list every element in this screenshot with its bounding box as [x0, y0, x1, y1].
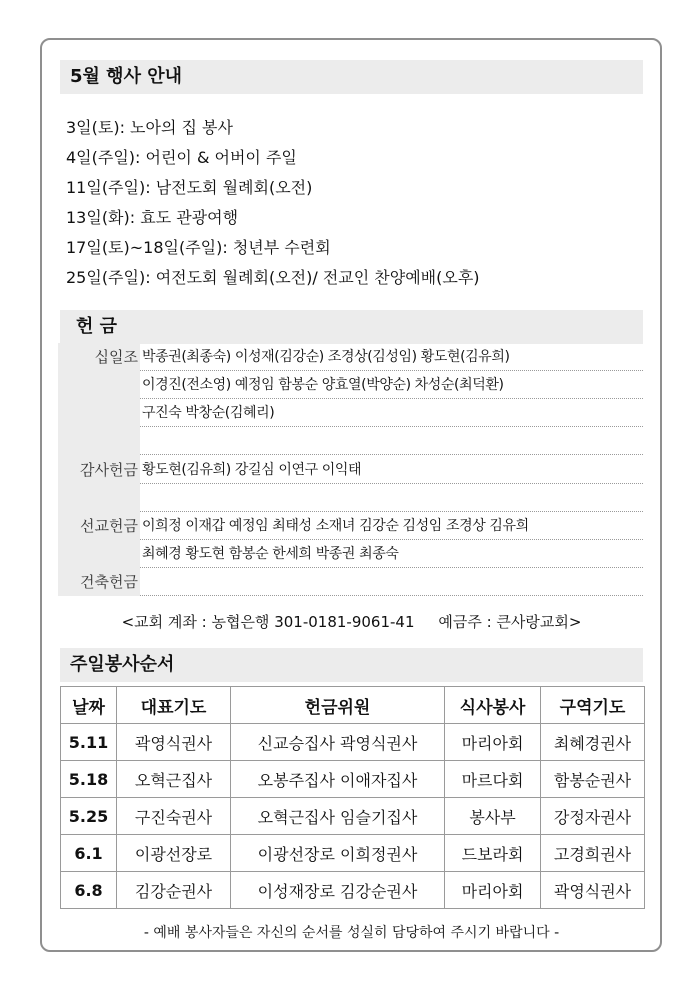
mission-row: 최혜경 황도현 함봉순 한세희 박종권 최종숙 [140, 540, 643, 568]
table-row [61, 798, 645, 835]
tithe-row: 이경진(전소영) 예정임 함봉순 양효열(박양순) 차성순(최덕환) [140, 371, 643, 399]
tithe-label: 십일조 [94, 348, 138, 366]
row-date: 5.18 [61, 761, 117, 798]
row-district: 곽영식권사 [541, 872, 645, 909]
row-date: 5.11 [61, 724, 117, 761]
row-date: 5.25 [61, 798, 117, 835]
building-label: 건축헌금 [80, 573, 138, 591]
header-prayer: 대표기도 [117, 687, 231, 724]
table-row [61, 761, 645, 798]
row-prayer: 이광선장로 [117, 835, 231, 872]
table-row [61, 872, 645, 909]
header-offering: 헌금위원 [231, 687, 445, 724]
service-note: - 예배 봉사자들은 자신의 순서를 성실히 담당하여 주시기 바랍니다 - [143, 925, 560, 941]
row-meal: 마리아회 [445, 872, 541, 909]
thanks-row: 황도현(김유희) 강길심 이연구 이익태 [140, 456, 643, 484]
row-offering: 신교승집사 곽영식권사 [231, 724, 445, 761]
row-district: 최혜경권사 [541, 724, 645, 761]
service-title: 주일봉사순서 [60, 648, 643, 682]
row-date: 6.8 [61, 872, 117, 909]
event-item: 17일(토)~18일(주일): 청년부 수련회 [66, 238, 331, 257]
table-row [61, 724, 645, 761]
events-title: 5월 행사 안내 [60, 60, 643, 94]
row-district: 고경희권사 [541, 835, 645, 872]
header-meal: 식사봉사 [445, 687, 541, 724]
offering-title: 헌 금 [60, 310, 643, 344]
row-meal: 마르다회 [445, 761, 541, 798]
row-meal: 드보라회 [445, 835, 541, 872]
row-prayer: 김강순권사 [117, 872, 231, 909]
row-offering: 오혁근집사 임슬기집사 [231, 798, 445, 835]
event-item: 4일(주일): 어린이 & 어버이 주일 [66, 148, 297, 167]
service-table [60, 686, 645, 909]
event-item: 3일(토): 노아의 집 봉사 [66, 118, 233, 137]
header-district: 구역기도 [541, 687, 645, 724]
thanks-row [140, 484, 643, 512]
row-date: 6.1 [61, 835, 117, 872]
row-prayer: 곽영식권사 [117, 724, 231, 761]
row-prayer: 오혁근집사 [117, 761, 231, 798]
event-item: 11일(주일): 남전도회 월례회(오전) [66, 178, 313, 197]
row-offering: 이성재장로 김강순권사 [231, 872, 445, 909]
tithe-row: 구진숙 박창순(김혜리) [140, 399, 643, 427]
thanks-label: 감사헌금 [80, 461, 138, 479]
mission-row: 이희정 이재갑 예정임 최태성 소재녀 김강순 김성임 조경상 김유희 [140, 512, 643, 540]
service-header-row [61, 687, 645, 724]
row-offering: 이광선장로 이희정권사 [231, 835, 445, 872]
event-item: 25일(주일): 여전도회 월례회(오전)/ 전교인 찬양예배(오후) [66, 268, 480, 287]
building-row [140, 568, 643, 596]
tithe-row: 박종권(최종숙) 이성재(김강순) 조경상(김성임) 황도현(김유희) [140, 343, 643, 371]
event-item: 13일(화): 효도 관광여행 [66, 208, 239, 227]
church-account: <교회 계좌 : 농협은행 301-0181-9061-41 예금주 : 큰사랑교회> [121, 613, 582, 631]
row-meal: 봉사부 [445, 798, 541, 835]
header-date: 날짜 [61, 687, 117, 724]
row-meal: 마리아회 [445, 724, 541, 761]
row-district: 강정자권사 [541, 798, 645, 835]
table-row [61, 835, 645, 872]
row-district: 함봉순권사 [541, 761, 645, 798]
mission-label: 선교헌금 [80, 517, 138, 535]
row-offering: 오봉주집사 이애자집사 [231, 761, 445, 798]
tithe-row [140, 427, 643, 455]
row-prayer: 구진숙권사 [117, 798, 231, 835]
